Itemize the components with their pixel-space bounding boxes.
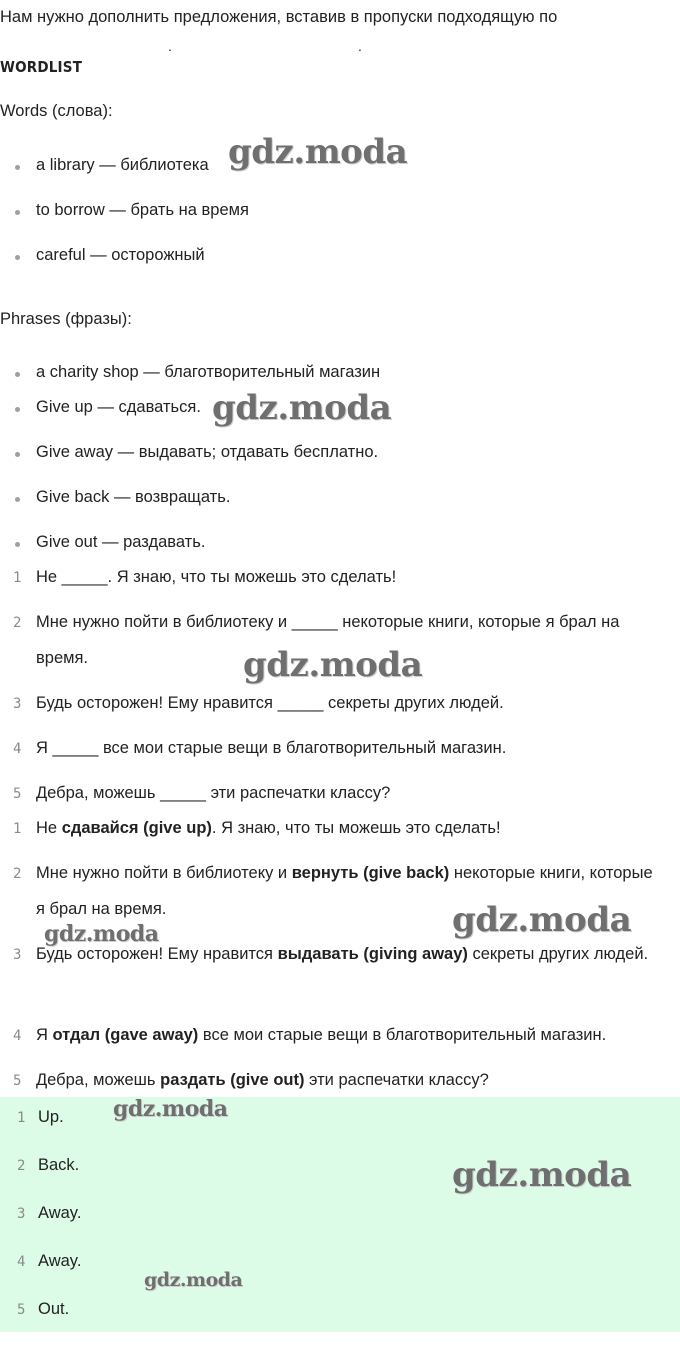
answer-text: Out. xyxy=(38,1300,70,1318)
task-text: Я _____ все мои старые вещи в благотворительный магазин. xyxy=(36,739,507,757)
task-text: Будь осторожен! Ему нравится _____ секреты других людей. xyxy=(36,694,504,712)
watermark-logo: gdz.moda xyxy=(144,1269,243,1291)
watermark-logo: gdz.moda xyxy=(243,645,423,685)
answer-text: Away. xyxy=(38,1204,82,1222)
solution-post: секреты других людей. xyxy=(467,945,649,963)
watermark-logo: gdz.moda xyxy=(452,1155,632,1195)
solution-number: 2 xyxy=(13,866,22,882)
phrases-heading: Phrases (фразы): xyxy=(0,310,132,328)
task-text: Мне нужно пойти в библиотеку и _____ некоторые книги, которые я брал на время. xyxy=(36,613,620,667)
solution-number: 4 xyxy=(13,1028,22,1044)
bullet-dot xyxy=(15,542,20,547)
solution-pre: Дебра, можешь xyxy=(36,1071,161,1089)
watermark-logo: gdz.moda xyxy=(212,388,392,428)
bullet-dot xyxy=(15,210,20,215)
solution-pre: Не xyxy=(36,819,62,837)
solution-text xyxy=(36,1026,606,1045)
word-item: careful — осторожный xyxy=(36,246,205,264)
phrase-item: Give out — раздавать. xyxy=(36,533,206,551)
solution-pre: Я xyxy=(36,1026,53,1044)
wordlist-heading: WORDLIST xyxy=(0,58,83,76)
solution-post: некоторые книги, которые я брал на время. xyxy=(36,864,653,918)
answer-number: 1 xyxy=(17,1110,26,1126)
solution-pre: Будь осторожен! Ему нравится xyxy=(36,945,278,963)
phrase-item: Give back — возвращать. xyxy=(36,488,231,506)
intro-dot: . xyxy=(358,38,362,54)
phrase-item: a charity shop — благотворительный магазин xyxy=(36,363,381,381)
bullet-dot xyxy=(15,497,20,502)
solution-answer: выдавать (giving away) xyxy=(277,945,468,963)
word-item: to borrow — брать на время xyxy=(36,201,249,219)
solution-answer: раздать (give out) xyxy=(160,1071,305,1089)
solution-text xyxy=(36,819,501,838)
words-heading: Words (слова): xyxy=(0,102,113,120)
phrase-item: Give away — выдавать; отдавать бесплатно. xyxy=(36,443,379,461)
answer-text: Away. xyxy=(38,1252,82,1270)
task-number: 2 xyxy=(13,615,22,631)
task-number: 3 xyxy=(13,696,22,712)
answer-text: Up. xyxy=(38,1108,64,1126)
answer-number: 5 xyxy=(17,1302,26,1318)
bullet-dot xyxy=(15,165,20,170)
solution-answer: вернуть (give back) xyxy=(291,864,450,882)
solution-post: эти распечатки классу? xyxy=(304,1071,489,1089)
phrase-item: Give up — сдаваться. xyxy=(36,398,201,416)
intro-text: Нам нужно дополнить предложения, вставив в пропуски подходящую по xyxy=(0,8,558,26)
solution-answer: отдал (gave away) xyxy=(52,1026,199,1044)
answer-number: 2 xyxy=(17,1158,26,1174)
solution-post: все мои старые вещи в благотворительный магазин. xyxy=(198,1026,607,1044)
solution-number: 1 xyxy=(13,821,22,837)
task-text: Дебра, можешь _____ эти распечатки классу? xyxy=(36,784,391,802)
answer-text: Back. xyxy=(38,1156,80,1174)
task-number: 5 xyxy=(13,786,22,802)
watermark-logo: gdz.moda xyxy=(228,132,408,172)
task-number: 1 xyxy=(13,570,22,586)
watermark-logo: gdz.moda xyxy=(113,1096,228,1122)
bullet-dot xyxy=(15,452,20,457)
word-item: a library — библиотека xyxy=(36,156,209,174)
answer-number: 4 xyxy=(17,1254,26,1270)
bullet-dot xyxy=(15,372,20,377)
solution-number: 3 xyxy=(13,947,22,963)
solution-answer: сдавайся (give up) xyxy=(61,819,212,837)
task-text: Не _____. Я знаю, что ты можешь это сделать! xyxy=(36,568,397,586)
solution-pre: Мне нужно пойти в библиотеку и xyxy=(36,864,292,882)
bullet-dot xyxy=(15,255,20,260)
bullet-dot xyxy=(15,407,20,412)
solution-text xyxy=(36,1071,489,1090)
task-number: 4 xyxy=(13,741,22,757)
answer-number: 3 xyxy=(17,1206,26,1222)
answers-panel xyxy=(0,1097,680,1332)
watermark-logo: gdz.moda xyxy=(44,921,159,947)
solution-number: 5 xyxy=(13,1073,22,1089)
solution-post: . Я знаю, что ты можешь это сделать! xyxy=(211,819,501,837)
intro-dot: . xyxy=(168,38,172,54)
watermark-logo: gdz.moda xyxy=(452,900,632,940)
